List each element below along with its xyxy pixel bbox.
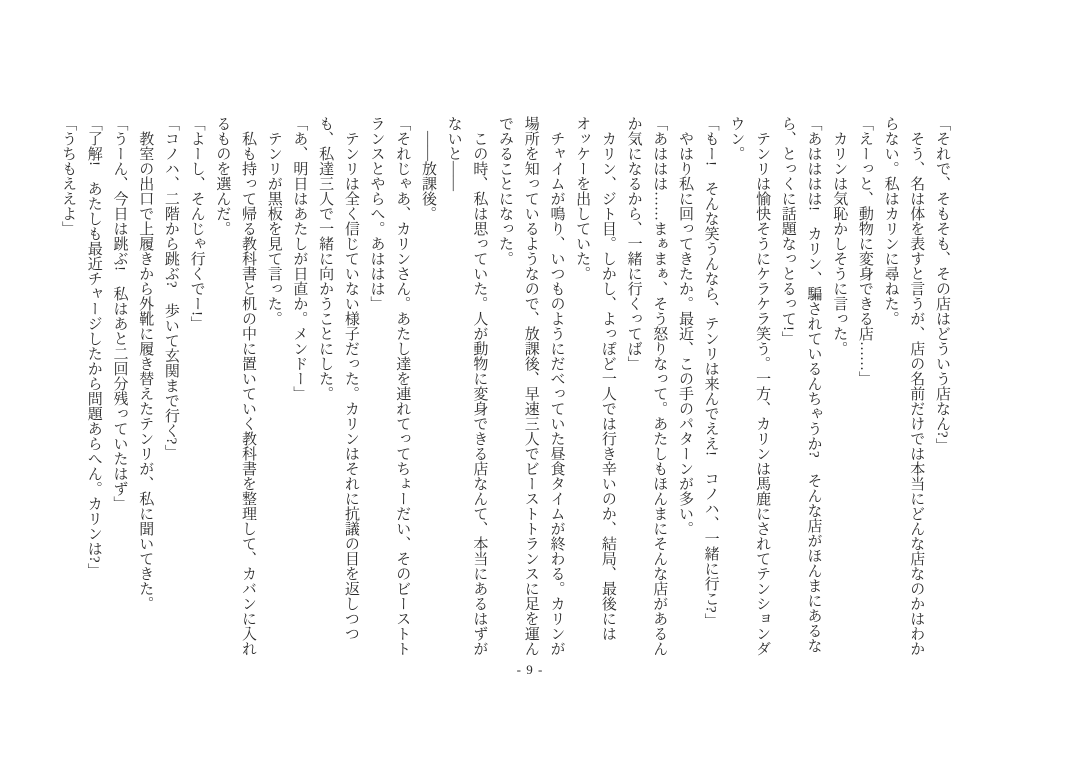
paragraph: そう、名は体を表すと言うが、店の名前だけでは本当にどんな店なのかはわからない。私はカリンに尋ねた。 bbox=[882, 116, 925, 656]
paragraph: テンリは全く信じていない様子だった。カリンはそれに抗議の目を返しつつも、私達三人で一緒に向かうことにした。 bbox=[317, 116, 359, 641]
paragraph: チャイムが鳴り、いつものようにだべっていた昼食タイムが終わる。カリンが場所を知っているようなので、放課後、早速三人でビーストトランスに足を運んでみることになった。 bbox=[497, 116, 565, 656]
paragraph: 「コノハ、二階から跳ぶ? 歩いて玄関まで行く?」 bbox=[162, 116, 179, 460]
paragraph: 「それじゃあ、カリンさん。あたし達を連れてってちょーだい、そのビーストトランスとやらへ。あははは」 bbox=[368, 116, 411, 656]
paragraph: 「もー! そんな笑うんなら、テンリは来んでええ! コノハ、一緒に行こ?」 bbox=[702, 116, 719, 628]
paragraph: 「それで、そもそも、その店はどういう店なん?」 bbox=[934, 116, 950, 453]
paragraph: テンリが黒板を見て言った。 bbox=[265, 116, 282, 326]
paragraph: テンリは愉快そうにケラケラ笑う。一方、カリンは馬鹿にされてテンションダウン。 bbox=[728, 116, 771, 656]
paragraph: 「あ、明日はあたしが日直か。メンドー」 bbox=[291, 116, 308, 401]
paragraph: 「えーっと、動物に変身できる店……」 bbox=[856, 116, 873, 386]
paragraph: 「よーし、そんじゃ行くでー!」 bbox=[188, 116, 205, 331]
paragraph: 「あはははは! カリン、騙されているんちゃうか? そんな店がほんまにあるなら、とっくに話題なっとるって!」 bbox=[779, 116, 822, 653]
paragraph: 私も持って帰る教科書と机の中に置いていく教科書を整理して、カバンに入れるものを選んだ。 bbox=[214, 116, 257, 656]
page-number: - 9 - bbox=[516, 662, 544, 677]
paragraph: やはり私に回ってきたか。最近、この手のパターンが多い。 bbox=[676, 116, 693, 536]
paragraph: ――放課後。 bbox=[419, 116, 436, 221]
paragraph: この時、私は思っていた。人が動物に変身できる店なんて、本当にあるはずがないと―― bbox=[445, 116, 488, 656]
paragraph: カリンは気恥かしそうに言った。 bbox=[831, 116, 848, 356]
vertical-text-block bbox=[54, 116, 954, 658]
paragraph: 教室の出口で上履きから外靴に履き替えたテンリが、私に聞いてきた。 bbox=[137, 116, 154, 611]
paragraph: 「あははは……まぁまぁ、そう怒りなって。あたしもほんまにそんな店があるんか気になるから、一緒に行くってば」 bbox=[625, 116, 668, 656]
paragraph: カリン、ジト目。しかし、よっぽど一人では行き辛いのか、結局、最後にはオッケーを出していた。 bbox=[574, 116, 616, 641]
paragraph: 「了解! あたしも最近チャージしたから問題あらへん。カリンは?」 bbox=[85, 116, 102, 578]
paragraph: 「うちもええよ」 bbox=[60, 116, 77, 236]
paragraph: 「うーん、今日は跳ぶ! 私はあと二回分残っていたはず」 bbox=[111, 116, 128, 511]
